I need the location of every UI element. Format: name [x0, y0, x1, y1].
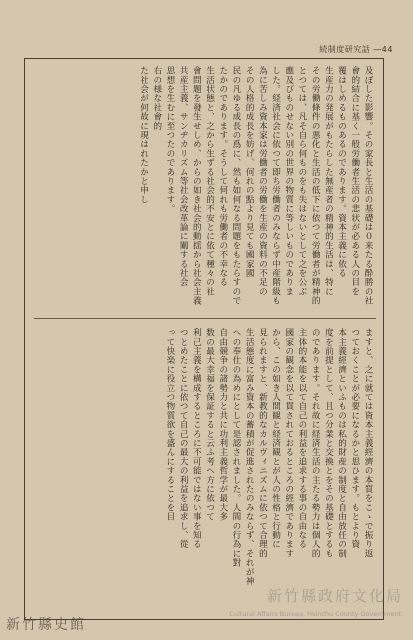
text-column: 度を前提として、且つ分業と交換とをその基礎とするも: [323, 328, 334, 558]
text-column: 及ぼした影響。その家長と生活の基礎は０来たる酔勝の社: [363, 66, 373, 306]
text-column: 本主義經濟といふものは私的財産の制度と自由放任の制: [336, 328, 347, 558]
bottom-text-block: [36, 328, 374, 610]
text-column: つとめたことに依つて自己の最大の利益を追求し、從: [178, 328, 189, 549]
text-column: 民の凡ゆる成長の爲に、然も如何なる問題をもたらすので: [230, 66, 241, 306]
text-column: って快楽に役立つ物質欲を盛んにすることを目: [164, 328, 175, 522]
text-column: 思想を生むに至つたのであります。: [164, 66, 175, 214]
text-column: たかのであります。そうして何れも労働者の不幸なる: [217, 66, 228, 287]
text-column: 為に苦しみ資本家は労働者の労働を生産の資料の不足の: [257, 66, 268, 296]
text-column: 會問題を發生せしめ、からの如き社会的動揺から社会主義: [191, 66, 202, 306]
page-header: 続制度研究話 ―44: [319, 45, 393, 54]
watermark-text: 新竹縣政府文化局: [266, 587, 403, 605]
text-column: 見られますと、新教的なカルヴィニズムに依つて合理的: [257, 328, 268, 558]
text-column: 國家の観念を以て貫されておるところの經濟であります: [283, 328, 294, 558]
text-column: 共産主義、サンヂカリズム等社会改革論に關する社会: [178, 66, 189, 287]
library-stamp: 新竹縣史館: [6, 617, 86, 633]
text-column: その労働條件の悪化と生活の低下に依つて労働者が精神的: [310, 66, 321, 306]
text-column: 利己主義を構成するところに不可能ではない事を知る: [191, 328, 202, 549]
watermark-subtext: Cultural Affairs Bureau, Hsinchu County Government: [229, 610, 401, 618]
text-column: 覆はしめるものあるのであります。資本主義に依る: [336, 66, 347, 278]
text-column: のであります。それ故に経済生活の主たる勢力は個人的: [310, 328, 321, 558]
text-column: た社会が何故に現はれたかと申し: [138, 66, 149, 204]
text-column: から、この如き人間観と経済観とが人の性格と行動に: [270, 328, 281, 549]
text-column: 生産力の発展がもたらした無産者の精神的生活は、特に: [323, 66, 334, 296]
text-column: 生活態度に富み資本の蓄積が促進されたのみならず、それが神: [244, 328, 255, 586]
text-column: 生活状態と、之から生ずる社会的不安とに依て種々の社: [204, 66, 215, 296]
section-divider: [34, 318, 376, 319]
text-column: 自由競争の諸勢力と共に功利主義哲学が最大多: [217, 328, 228, 522]
text-column: つておくことが必要になるかと思ひます。もとより資: [349, 328, 360, 549]
text-column: した。経済社会に依つて即ち労働者のみならず中産階級も: [270, 66, 281, 306]
text-column: 数の最大幸福を保証すると云ふ考へ方に依つて: [204, 328, 215, 522]
top-text-block: [36, 66, 374, 310]
text-column: 會的結合に基く一般労働者生活の悲状が必ある人の目を: [349, 66, 360, 296]
text-column: 主体的本能を以て自己の利益を追求する事の自由なる: [296, 328, 307, 549]
text-column: 右の様な社會的: [151, 66, 162, 131]
text-column: 應及びものせない別の世界の物質に等しいものでありま: [283, 66, 294, 296]
text-column: とつては、凡そ自ら何ものをも失はないとして之を公ぶ: [296, 66, 307, 296]
text-column: ますと、之に就ては資本主義經濟の本質をこゝで振り返: [363, 328, 373, 558]
text-column: への奉仕の為めにとして是認されました。人間の行為に對: [230, 328, 241, 568]
text-column: その人格的成長を妨げ、何れの點より見ても國家國: [244, 66, 255, 278]
